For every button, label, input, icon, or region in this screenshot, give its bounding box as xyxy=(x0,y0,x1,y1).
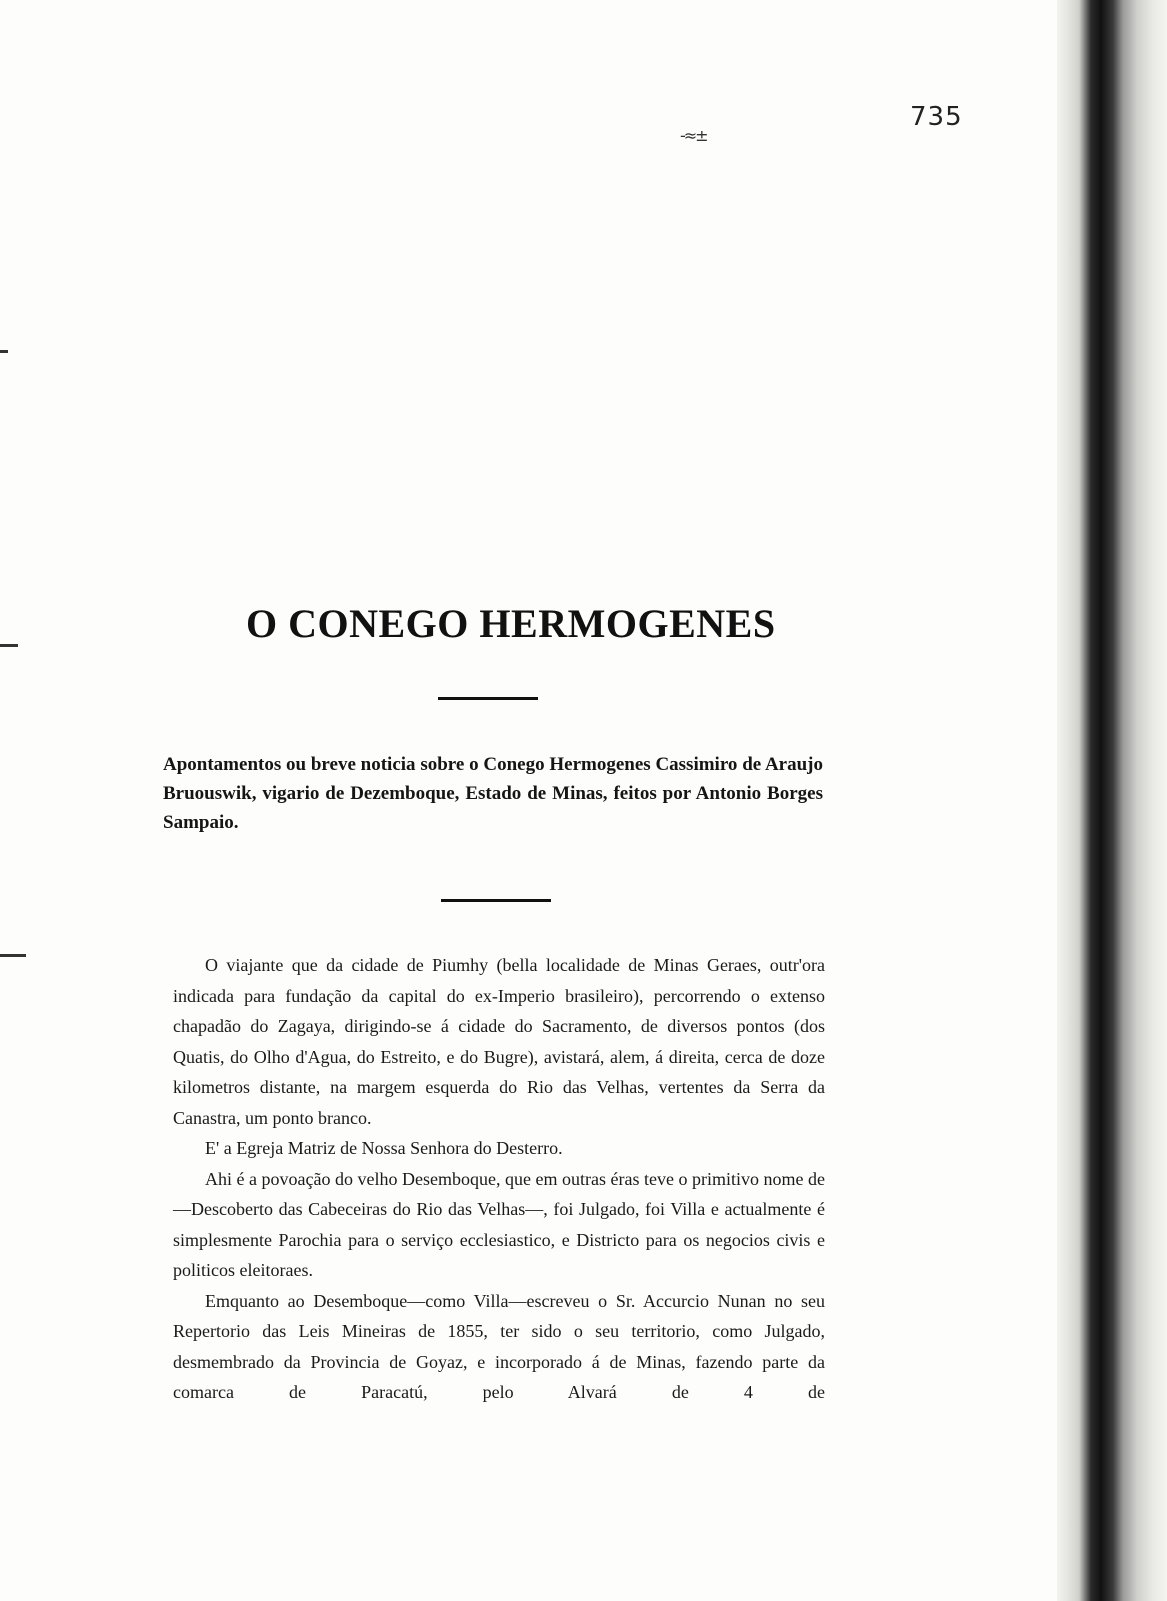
article-title: O CONEGO HERMOGENES xyxy=(246,601,776,646)
body-paragraph: Emquanto ao Desemboque—como Villa—escreveu o Sr. Accurcio Nunan no seu Repertorio das Leis Mineiras de 1855, ter sido o seu territorio, como Julgado, desmembrado da Provincia de Goyaz, e incorporado á de Minas, fazendo parte da comarca de Paracatú, pelo Alvará de 4 de xyxy=(173,1290,825,1402)
title-divider xyxy=(438,697,538,700)
edge-mark xyxy=(0,350,8,353)
article-subtitle: Apontamentos ou breve noticia sobre o Conego Hermogenes Cassimiro de Araujo Bruouswik, vigario de Dezemboque, Estado de Minas, feitos por Antonio Borges Sampaio. xyxy=(163,754,823,833)
body-paragraph: O viajante que da cidade de Piumhy (bella localidade de Minas Geraes, outr'ora indicada para fundação da capital do ex-Imperio brasileiro), percorrendo o extenso chapadão do Zagaya, dirigindo-se á cidade do Sacramento, de diversos pontos (dos Quatis, do Olho d'Agua, do Estreito, e do Bugre), avistará, alem, á direita, cerca de doze kilometros distante, na margem esquerda do Rio das Velhas, vertentes da Serra da Canastra, um ponto branco. xyxy=(173,955,825,1128)
handwritten-scribble: -≈± xyxy=(680,126,707,145)
article-body xyxy=(173,950,825,1408)
edge-mark xyxy=(0,644,18,647)
body-paragraph: E' a Egreja Matriz de Nossa Senhora do Desterro. xyxy=(205,1138,563,1158)
book-binding-gutter xyxy=(1057,0,1167,1601)
page-number: 735 xyxy=(910,102,963,132)
body-paragraph: Ahi é a povoação do velho Desemboque, que em outras éras teve o primitivo nome de—Descoberto das Cabeceiras do Rio das Velhas—, foi Julgado, foi Villa e actualmente é simplesmente Parochia para o serviço ecclesiastico, e Districto para os negocios civis e politicos eleitoraes. xyxy=(173,1168,825,1280)
edge-mark xyxy=(0,954,26,957)
subtitle-divider xyxy=(441,899,551,902)
